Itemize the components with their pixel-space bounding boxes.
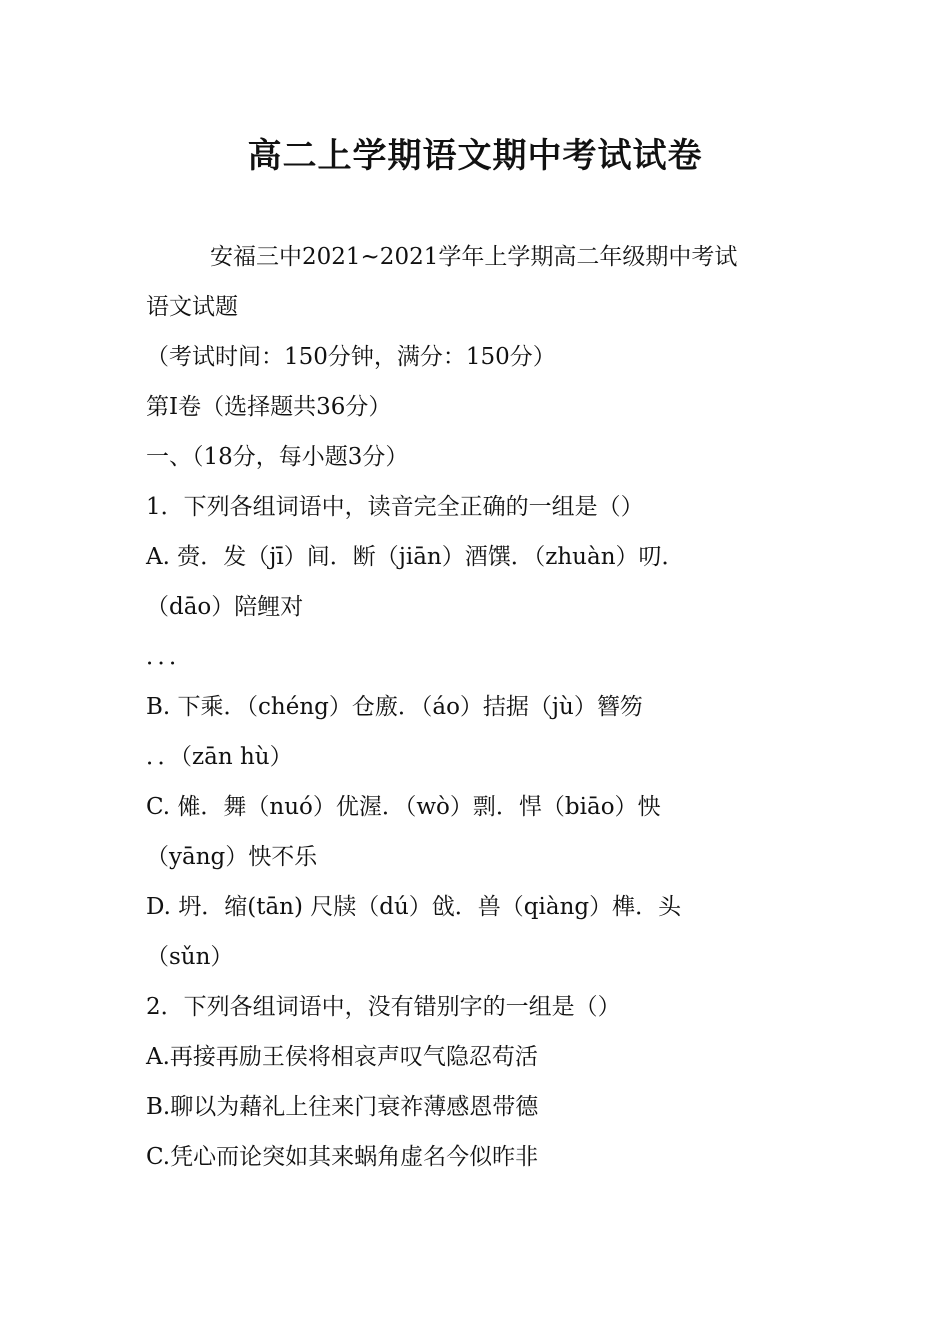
- emphasis-dots: ．．．: [146, 644, 192, 670]
- q1-option-c: C. 傩．舞（nuó）优渥．（wò）剽．悍（biāo）怏: [146, 794, 661, 820]
- q2-option-a: A.再接再励王侯将相哀声叹气隐忍苟活: [146, 1044, 538, 1070]
- q1-option-d-cont: （sǔn）: [146, 944, 234, 970]
- school-exam-heading: 安福三中2021~2021学年上学期高二年级期中考试: [210, 244, 738, 270]
- q1-option-b: B. 下乘．（chéng）仓廒．（áo）拮据（jù）簪笏: [146, 694, 643, 720]
- exam-time-note: （考试时间：150分钟，满分：150分）: [146, 344, 556, 370]
- q2-option-b: B.聊以为藉礼上往来门衰祚薄感恩带德: [146, 1094, 539, 1120]
- question-1: 1．下列各组词语中，读音完全正确的一组是（）: [146, 494, 644, 520]
- q1-option-d: D. 坍．缩(tān) 尺牍（dú）戗．兽（qiàng）榫．头: [146, 894, 682, 920]
- q1-option-c-cont: （yāng）怏不乐: [146, 844, 318, 870]
- section-heading: 一、（18分，每小题3分）: [146, 444, 409, 470]
- document-title: 高二上学期语文期中考试试卷: [247, 136, 703, 176]
- q1-option-a-cont: （dāo）陪鲤对: [146, 594, 304, 620]
- q1-option-b-cont: ．．（zān hù）: [146, 744, 293, 770]
- q1-option-a: A. 赍．发（jī）间．断（jiān）酒馔．（zhuàn）叨．: [146, 544, 685, 570]
- volume-heading: 第Ⅰ卷（选择题共36分）: [146, 394, 392, 420]
- subject-title: 语文试题: [146, 294, 238, 320]
- q2-option-c: C.凭心而论突如其来蜗角虚名今似昨非: [146, 1144, 539, 1170]
- question-2: 2．下列各组词语中，没有错别字的一组是（）: [146, 994, 621, 1020]
